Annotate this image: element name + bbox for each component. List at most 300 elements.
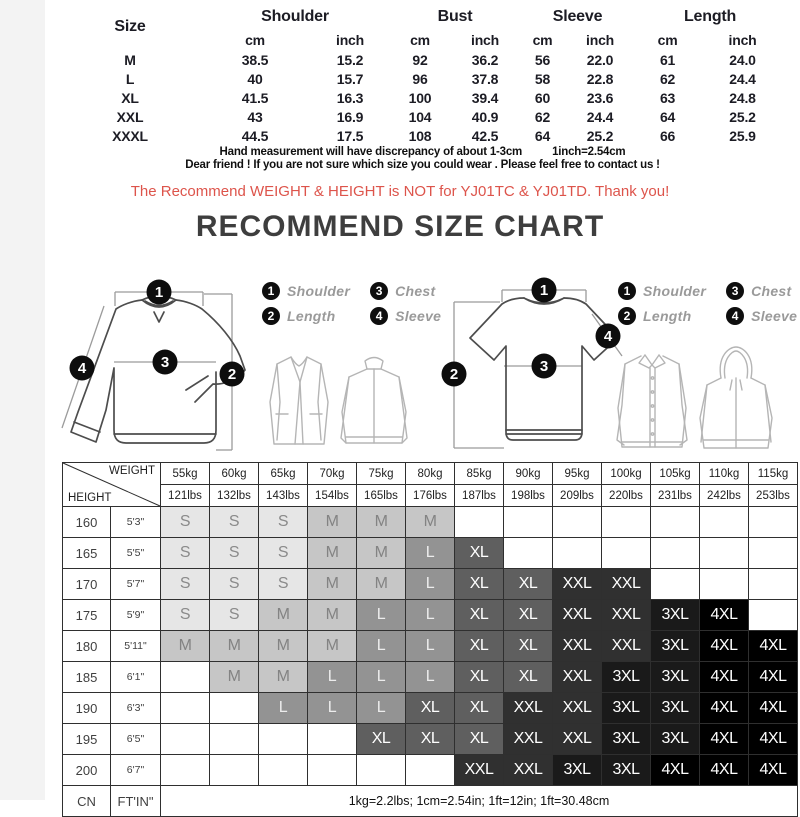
recommended-size-cell: 3XL [651, 631, 700, 662]
zip-jacket-icon [334, 350, 414, 450]
group-header-bust: Bust [437, 7, 473, 25]
height-axis-label: HEIGHT [68, 492, 112, 504]
recommended-size-cell [602, 538, 651, 569]
size-label: M [124, 51, 136, 68]
chest-badge [153, 350, 178, 375]
recommended-size-cell [651, 569, 700, 600]
recommended-size-cell: S [161, 569, 210, 600]
height-ft-label: 6'5" [111, 724, 161, 755]
recommended-size-cell [700, 507, 749, 538]
recommended-size-cell [700, 538, 749, 569]
size-value-cell: 64 [534, 127, 551, 144]
recommended-size-cell: M [357, 569, 406, 600]
recommended-size-cell [553, 538, 602, 569]
recommended-size-cell: XXL [553, 693, 602, 724]
weight-kg-header: 100kg [602, 463, 651, 485]
unit-header-cm: cm [532, 31, 553, 48]
recommended-size-cell: XXL [553, 724, 602, 755]
weight-kg-header: 110kg [700, 463, 749, 485]
grid-row [63, 755, 798, 786]
recommended-size-cell: 4XL [700, 631, 749, 662]
grid-footer [63, 786, 798, 817]
recommended-size-cell: XL [504, 631, 553, 662]
weight-lbs-header: 220lbs [602, 485, 651, 507]
recommended-size-cell: 3XL [553, 755, 602, 786]
recommended-size-cell: XL [455, 631, 504, 662]
size-value-cell: 38.5 [241, 51, 269, 68]
recommended-size-cell: L [406, 538, 455, 569]
weight-height-disclaimer: The Recommend WEIGHT & HEIGHT is NOT for YJ01TC & YJ01TD. Thank you! [130, 183, 670, 200]
size-value-cell: 22.8 [586, 70, 614, 87]
recommended-size-cell [210, 755, 259, 786]
group-header-sleeve: Sleeve [552, 7, 603, 25]
grid-row [63, 569, 798, 600]
size-value-cell: 24.4 [729, 70, 756, 87]
recommended-size-cell: 3XL [602, 724, 651, 755]
height-cm-label: 195 [63, 724, 111, 755]
height-ft-label: 5'9" [111, 600, 161, 631]
recommended-size-cell [749, 600, 798, 631]
size-label: XL [121, 89, 139, 106]
recommended-size-cell: XL [406, 693, 455, 724]
recommended-size-cell: XL [455, 693, 504, 724]
grid-row [63, 507, 798, 538]
grid-weight-lbs-row [63, 485, 798, 507]
legend-item-chest [726, 282, 797, 300]
size-value-cell: 17.5 [336, 127, 364, 144]
recommended-size-cell: XXL [455, 755, 504, 786]
ftin-unit-label: FT'IN" [111, 786, 161, 817]
weight-lbs-header: 143lbs [259, 485, 308, 507]
unit-header-inch: inch [728, 31, 757, 48]
grid-row [63, 662, 798, 693]
recommended-size-cell: 3XL [602, 755, 651, 786]
recommended-size-cell: L [357, 600, 406, 631]
recommended-size-cell [553, 507, 602, 538]
size-value-cell: 25.2 [729, 108, 756, 125]
recommended-size-cell: XL [455, 600, 504, 631]
weight-kg-header: 65kg [259, 463, 308, 485]
weight-lbs-header: 121lbs [161, 485, 210, 507]
height-ft-label: 5'5" [111, 538, 161, 569]
contact-note-text: Dear friend ! If you are not sure which size you could wear . Please feel free to contact us ! [185, 159, 660, 171]
recommended-size-cell [161, 755, 210, 786]
recommended-size-cell [259, 724, 308, 755]
weight-axis-label: WEIGHT [109, 465, 155, 477]
legend-number-badge: 1 [262, 282, 280, 300]
height-cm-label: 160 [63, 507, 111, 538]
recommended-size-cell: M [308, 507, 357, 538]
size-value-cell: 39.4 [471, 89, 499, 106]
unit-header-cm: cm [245, 31, 265, 48]
recommended-size-cell: M [357, 507, 406, 538]
recommended-size-cell: M [308, 569, 357, 600]
legend-item-length [262, 307, 350, 325]
recommended-size-cell: XXL [602, 569, 651, 600]
recommended-size-cell: XL [455, 724, 504, 755]
height-weight-grid [62, 462, 798, 817]
weight-kg-header: 55kg [161, 463, 210, 485]
legend-number-badge: 1 [618, 282, 636, 300]
size-table-header-row [60, 4, 785, 29]
size-value-cell: 44.5 [241, 127, 269, 144]
legend-label: Length [643, 308, 692, 324]
weight-lbs-header: 187lbs [455, 485, 504, 507]
svg-text:1: 1 [154, 284, 164, 301]
recommended-size-cell: 4XL [700, 724, 749, 755]
unit-header-cm: cm [410, 31, 430, 48]
recommended-size-cell: 3XL [602, 662, 651, 693]
recommended-size-cell: 4XL [651, 755, 700, 786]
weight-kg-header: 80kg [406, 463, 455, 485]
size-value-cell: 62 [659, 70, 676, 87]
recommended-size-cell: L [259, 693, 308, 724]
recommended-size-cell: XXL [602, 600, 651, 631]
recommended-size-cell [651, 538, 700, 569]
legend-item-sleeve [726, 307, 797, 325]
height-cm-label: 170 [63, 569, 111, 600]
height-cm-label: 185 [63, 662, 111, 693]
height-ft-label: 5'7" [111, 569, 161, 600]
size-value-cell: 40 [247, 70, 263, 87]
size-value-cell: 36.2 [471, 51, 499, 68]
conversion-note-text: 1inch=2.54cm [552, 146, 626, 158]
recommended-size-cell [161, 662, 210, 693]
weight-kg-header: 115kg [749, 463, 798, 485]
svg-text:4: 4 [77, 360, 87, 377]
legend-label: Shoulder [287, 283, 351, 299]
weight-kg-header: 85kg [455, 463, 504, 485]
recommended-size-cell [161, 693, 210, 724]
size-value-cell: 25.2 [586, 127, 614, 144]
measurement-note [60, 146, 785, 158]
recommended-size-cell [210, 724, 259, 755]
recommended-size-cell: XL [455, 662, 504, 693]
recommended-size-cell: 3XL [602, 693, 651, 724]
contact-note [60, 159, 785, 171]
recommended-size-cell: L [406, 569, 455, 600]
grid-row [63, 631, 798, 662]
recommended-size-cell: M [259, 600, 308, 631]
size-value-cell: 41.5 [241, 89, 269, 106]
height-cm-label: 180 [63, 631, 111, 662]
recommended-size-cell: S [210, 600, 259, 631]
size-value-cell: 63 [659, 89, 676, 106]
recommended-size-cell: L [406, 631, 455, 662]
size-value-cell: 24.4 [586, 108, 614, 125]
recommended-size-cell: 4XL [700, 600, 749, 631]
grid-head [63, 463, 798, 507]
recommended-size-cell [161, 724, 210, 755]
height-ft-label: 6'1" [111, 662, 161, 693]
size-label: XXL [116, 108, 144, 125]
svg-text:2: 2 [449, 366, 459, 383]
weight-lbs-header: 132lbs [210, 485, 259, 507]
recommended-size-cell: S [161, 600, 210, 631]
weight-kg-header: 95kg [553, 463, 602, 485]
length-badge [442, 362, 467, 387]
recommended-size-cell: XXL [553, 662, 602, 693]
recommended-size-cell [700, 569, 749, 600]
weight-kg-header: 70kg [308, 463, 357, 485]
recommended-size-cell: 4XL [749, 724, 798, 755]
recommended-size-cell [602, 507, 651, 538]
recommended-size-cell: 4XL [700, 662, 749, 693]
size-value-cell: 24.0 [729, 51, 756, 68]
legend-label: Chest [395, 283, 436, 299]
height-ft-label: 5'3" [111, 507, 161, 538]
recommended-size-cell: XL [357, 724, 406, 755]
recommended-size-cell: XL [504, 569, 553, 600]
weight-kg-header: 90kg [504, 463, 553, 485]
size-row [60, 88, 785, 107]
recommended-size-cell: 3XL [651, 693, 700, 724]
recommended-size-cell: XL [504, 600, 553, 631]
unit-header-inch: inch [336, 31, 364, 48]
recommended-size-cell [749, 538, 798, 569]
recommended-size-cell: S [259, 569, 308, 600]
corner-inner [63, 463, 160, 506]
size-value-cell: 64 [659, 108, 676, 125]
legend-number-badge: 3 [726, 282, 744, 300]
recommended-size-cell: 3XL [651, 600, 700, 631]
measurement-legend [618, 282, 797, 325]
recommended-size-cell [749, 507, 798, 538]
size-value-cell: 15.7 [336, 70, 364, 87]
grid-body [63, 507, 798, 786]
grid-row [63, 538, 798, 569]
group-header-length: Length [683, 7, 737, 25]
legend-number-badge: 4 [370, 307, 388, 325]
height-cm-label: 200 [63, 755, 111, 786]
size-value-cell: 60 [534, 89, 551, 106]
recommended-size-cell: 4XL [749, 662, 798, 693]
recommended-size-cell: 3XL [651, 724, 700, 755]
height-cm-label: 175 [63, 600, 111, 631]
blazer-icon [264, 352, 334, 450]
length-badge [220, 362, 245, 387]
size-column-header: Size [114, 18, 146, 35]
recommended-size-cell: 4XL [749, 693, 798, 724]
recommended-size-cell: 4XL [749, 755, 798, 786]
size-value-cell: 22.0 [586, 51, 614, 68]
size-value-cell: 108 [408, 127, 432, 144]
chest-badge [532, 354, 557, 379]
svg-text:2: 2 [227, 366, 237, 383]
size-value-cell: 16.3 [336, 89, 364, 106]
weight-lbs-header: 176lbs [406, 485, 455, 507]
recommended-size-cell: 3XL [651, 662, 700, 693]
diagram-section [0, 262, 800, 462]
svg-text:1: 1 [539, 282, 549, 299]
size-table-head [60, 4, 785, 50]
measurement-legend [262, 282, 441, 325]
recommended-size-cell: XXL [602, 631, 651, 662]
recommended-size-cell: M [308, 600, 357, 631]
legend-item-sleeve [370, 307, 441, 325]
recommended-size-cell [749, 569, 798, 600]
size-value-cell: 56 [534, 51, 551, 68]
recommended-size-cell: XL [455, 569, 504, 600]
grid-row [63, 724, 798, 755]
size-row [60, 126, 785, 145]
recommended-size-cell: S [210, 538, 259, 569]
weight-lbs-header: 165lbs [357, 485, 406, 507]
size-value-cell: 40.9 [471, 108, 499, 125]
size-row [60, 107, 785, 126]
weight-lbs-header: 198lbs [504, 485, 553, 507]
grid-row [63, 693, 798, 724]
grid-row [63, 600, 798, 631]
recommended-size-cell [210, 693, 259, 724]
recommended-size-cell: XXL [504, 693, 553, 724]
recommended-size-cell: L [308, 662, 357, 693]
recommended-size-cell [308, 755, 357, 786]
recommended-size-cell: L [357, 662, 406, 693]
conversion-footer-note: 1kg=2.2lbs; 1cm=2.54in; 1ft=12in; 1ft=30.48cm [161, 786, 798, 817]
legend-label: Shoulder [643, 283, 707, 299]
size-value-cell: 23.6 [586, 89, 614, 106]
sweatshirt-diagram-icon [58, 280, 258, 462]
size-value-cell: 24.8 [729, 89, 756, 106]
shoulder-badge [532, 278, 557, 303]
recommended-size-cell: S [210, 507, 259, 538]
size-value-cell: 16.9 [336, 108, 364, 125]
recommended-size-cell: XXL [504, 724, 553, 755]
sleeve-badge [70, 356, 95, 381]
recommended-size-cell: L [357, 693, 406, 724]
recommended-size-cell: L [357, 631, 406, 662]
size-value-cell: 42.5 [471, 127, 499, 144]
recommended-size-cell: L [406, 662, 455, 693]
svg-text:3: 3 [160, 354, 170, 371]
sleeve-badge [596, 324, 621, 349]
size-value-cell: 62 [534, 108, 551, 125]
weight-kg-header: 75kg [357, 463, 406, 485]
size-value-cell: 58 [534, 70, 551, 87]
size-value-cell: 66 [659, 127, 676, 144]
size-row [60, 50, 785, 69]
recommended-size-cell: S [259, 538, 308, 569]
weight-kg-header: 105kg [651, 463, 700, 485]
size-value-cell: 37.8 [471, 70, 499, 87]
size-value-cell: 61 [659, 51, 676, 68]
legend-number-badge: 2 [618, 307, 636, 325]
height-ft-label: 6'7" [111, 755, 161, 786]
legend-item-length [618, 307, 706, 325]
recommended-size-cell: M [308, 631, 357, 662]
legend-number-badge: 3 [370, 282, 388, 300]
weight-kg-header: 60kg [210, 463, 259, 485]
recommended-size-cell [357, 755, 406, 786]
page-title: RECOMMEND SIZE CHART [195, 210, 605, 243]
unit-header-inch: inch [471, 31, 499, 48]
recommended-size-cell: XL [406, 724, 455, 755]
size-value-cell: 92 [412, 51, 428, 68]
legend-number-badge: 4 [726, 307, 744, 325]
recommended-size-cell [504, 538, 553, 569]
legend-number-badge: 2 [262, 307, 280, 325]
size-value-cell: 25.9 [729, 127, 756, 144]
recommended-size-cell: M [210, 662, 259, 693]
recommended-size-cell [308, 724, 357, 755]
size-row [60, 69, 785, 88]
recommended-size-cell: M [357, 538, 406, 569]
recommended-size-cell: S [161, 538, 210, 569]
legend-label: Sleeve [751, 308, 798, 324]
size-value-cell: 15.2 [336, 51, 364, 68]
recommended-size-cell: S [210, 569, 259, 600]
grid-weight-kg-row [63, 463, 798, 485]
recommended-size-cell: L [406, 600, 455, 631]
grid-footer-row [63, 786, 798, 817]
recommended-size-cell: 4XL [700, 693, 749, 724]
weight-lbs-header: 231lbs [651, 485, 700, 507]
size-label: XXXL [112, 127, 148, 144]
legend-label: Chest [751, 283, 792, 299]
recommended-size-cell [504, 507, 553, 538]
recommended-size-cell: XL [455, 538, 504, 569]
recommended-size-cell: M [259, 631, 308, 662]
recommended-size-cell [455, 507, 504, 538]
recommended-size-cell: M [406, 507, 455, 538]
size-table-body [60, 50, 785, 145]
svg-text:4: 4 [603, 328, 613, 345]
recommended-size-cell: XL [504, 662, 553, 693]
recommended-size-cell: M [210, 631, 259, 662]
cn-unit-label: CN [63, 786, 111, 817]
recommended-size-cell: M [259, 662, 308, 693]
recommended-size-cell [259, 755, 308, 786]
height-ft-label: 5'11" [111, 631, 161, 662]
weight-lbs-header: 253lbs [749, 485, 798, 507]
group-header-shoulder: Shoulder [261, 7, 329, 25]
legend-item-shoulder [262, 282, 350, 300]
recommended-size-cell [406, 755, 455, 786]
legend-label: Sleeve [395, 308, 442, 324]
weight-height-corner-cell [63, 463, 161, 507]
size-value-cell: 100 [408, 89, 432, 106]
size-table [60, 4, 785, 145]
height-ft-label: 6'3" [111, 693, 161, 724]
hoodie-icon [694, 344, 778, 454]
size-value-cell: 104 [408, 108, 432, 125]
recommended-size-cell: S [161, 507, 210, 538]
weight-lbs-header: 242lbs [700, 485, 749, 507]
unit-header-cm: cm [657, 31, 678, 48]
button-shirt-icon [612, 350, 692, 452]
size-label: L [125, 70, 135, 87]
recommended-size-cell: XXL [504, 755, 553, 786]
weight-lbs-header: 209lbs [553, 485, 602, 507]
recommended-size-cell: XXL [553, 569, 602, 600]
recommended-size-cell: 4XL [749, 631, 798, 662]
tshirt-diagram-icon [440, 280, 640, 462]
measurement-note-text: Hand measurement will have discrepancy of about 1-3cm [219, 146, 523, 158]
height-cm-label: 190 [63, 693, 111, 724]
legend-label: Length [287, 308, 336, 324]
weight-lbs-header: 154lbs [308, 485, 357, 507]
size-value-cell: 43 [247, 108, 263, 125]
recommended-size-cell: XXL [553, 631, 602, 662]
legend-item-shoulder [618, 282, 706, 300]
svg-text:3: 3 [539, 358, 549, 375]
recommended-size-cell: L [308, 693, 357, 724]
legend-item-chest [370, 282, 441, 300]
recommended-size-cell: M [161, 631, 210, 662]
recommended-size-cell: S [259, 507, 308, 538]
recommended-size-cell [651, 507, 700, 538]
